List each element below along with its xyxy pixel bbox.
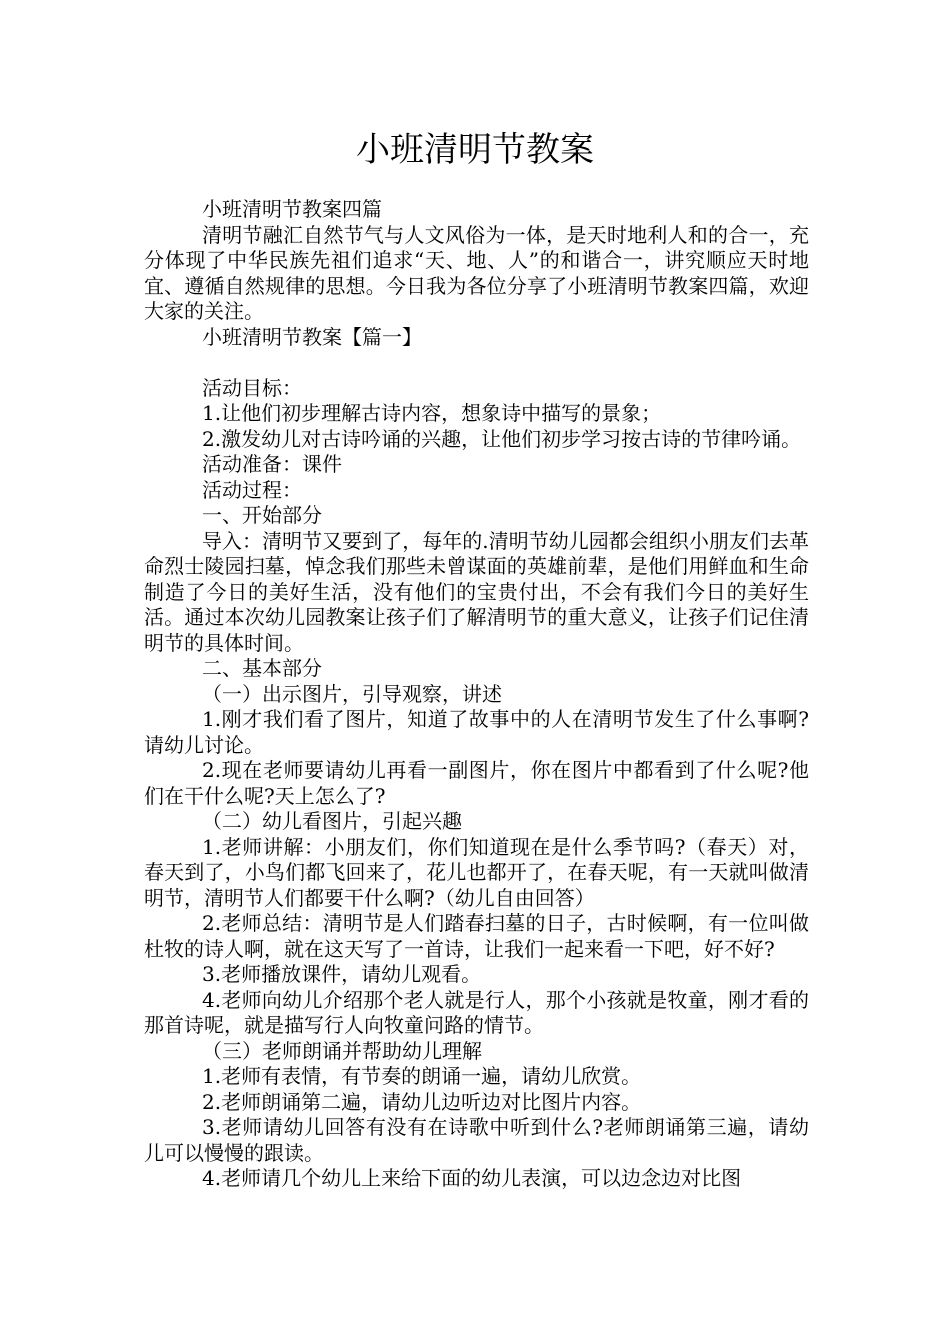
paragraph-subtitle: 小班清明节教案四篇: [202, 197, 382, 221]
paragraph-subsection-1: （一）出示图片，引导观察，讲述: [202, 681, 502, 706]
paragraph-section-heading: 小班清明节教案【篇一】: [202, 324, 422, 349]
paragraph-step: 4.老师请几个幼儿上来给下面的幼儿表演，可以边念边对比图: [202, 1166, 742, 1190]
paragraph-step: 1.老师讲解：小朋友们，你们知道现在是什么季节吗?（春天）对，春天到了，小鸟们都飞回来了，花儿也都开了，在春天呢，有一天就叫做清明节，清明节人们都要干什么啊?（幼儿自由回答）: [144, 834, 809, 910]
paragraph-step: 3.老师播放课件，请幼儿观看。: [202, 962, 482, 986]
paragraph-part-1-heading: 一、开始部分: [202, 503, 322, 527]
paragraph-step: 4.老师向幼儿介绍那个老人就是行人，那个小孩就是牧童，刚才看的那首诗呢，就是描写行人向牧童问路的情节。: [144, 987, 809, 1037]
paragraph-goal-heading: 活动目标：: [202, 375, 302, 400]
paragraph-step: 2.老师朗诵第二遍，请幼儿边听边对比图片内容。: [202, 1089, 642, 1114]
paragraph-step: 2.老师总结：清明节是人们踏春扫墓的日子，古时候啊，有一位叫做杜牧的诗人啊，就在这天写了一首诗，让我们一起来看一下吧，好不好?: [144, 911, 809, 961]
blank-line: [144, 350, 809, 376]
paragraph-subsection-3: （三）老师朗诵并帮助幼儿理解: [202, 1038, 482, 1063]
paragraph-process-heading: 活动过程：: [202, 477, 302, 502]
paragraph-step: 2.现在老师要请幼儿再看一副图片，你在图片中都看到了什么呢?他们在干什么呢?天上怎么了?: [144, 758, 809, 808]
paragraph-step: 1.老师有表情，有节奏的朗诵一遍，请幼儿欣赏。: [202, 1064, 642, 1088]
document-body: [144, 197, 809, 1192]
document-title: 小班清明节教案: [356, 130, 594, 170]
paragraph-goal-1: 1.让他们初步理解古诗内容，想象诗中描写的景象；: [202, 401, 662, 425]
paragraph-step: 3.老师请幼儿回答有没有在诗歌中听到什么?老师朗诵第三遍，请幼儿可以慢慢的跟读。: [144, 1115, 809, 1165]
paragraph-goal-2: 2.激发幼儿对古诗吟诵的兴趣，让他们初步学习按古诗的节律吟诵。: [202, 426, 802, 451]
paragraph-preparation: 活动准备：课件: [202, 452, 342, 476]
paragraph-intro: 清明节融汇自然节气与人文风俗为一体，是天时地利人和的合一，充分体现了中华民族先祖们追求“天、地、人”的和谐合一，讲究顺应天时地宜、遵循自然规律的思想。今日我为各位分享了小班清明节教案四篇，欢迎大家的关注。: [144, 222, 809, 323]
paragraph-part-2-heading: 二、基本部分: [202, 656, 322, 680]
paragraph-subsection-2: （二）幼儿看图片，引起兴趣: [202, 809, 462, 833]
paragraph-step: 1.刚才我们看了图片，知道了故事中的人在清明节发生了什么事啊?请幼儿讨论。: [144, 707, 809, 757]
paragraph-introduction: 导入：清明节又要到了，每年的.清明节幼儿园都会组织小朋友们去革命烈士陵园扫墓，悼念我们那些未曾谋面的英雄前辈，是他们用鲜血和生命制造了今日的美好生活，没有他们的宝贵付出，不会有我们今日的美好生活。通过本次幼儿园教案让孩子们了解清明节的重大意义，让孩子们记住清明节的具体时间。: [144, 528, 809, 655]
